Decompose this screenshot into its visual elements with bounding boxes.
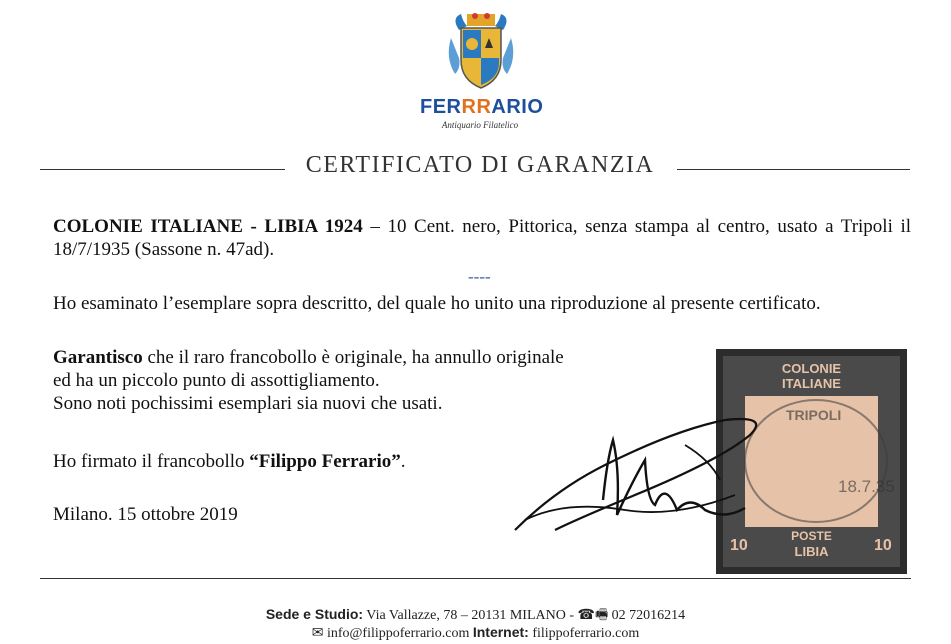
stamp-top-text-1: COLONIE <box>781 361 842 376</box>
brand-tagline: Antiquario Filatelico <box>441 120 519 130</box>
email-link[interactable]: info@filippoferrario.com <box>323 626 473 641</box>
footer-contacts: ✉ info@filippoferrario.com Internet: filippoferrario.com <box>311 624 640 641</box>
guarantee-statement: Garantisco che il raro francobollo è originale, ha annullo originale ed ha un piccolo punto di assottigliamento. Sono noti pochissimi esemplari sia nuovi che usati. <box>53 347 564 414</box>
stamp-description: COLONIE ITALIANE - LIBIA 1924 – 10 Cent. nero, Pittorica, senza stampa al centro, usato a Tripoli il 18/7/1935 (Sassone n. 47ad). <box>53 216 912 260</box>
ferrario-logo <box>420 8 544 132</box>
stamp-cancel-text: TRIPOLI <box>786 407 842 423</box>
title-rule-right <box>677 169 910 170</box>
examination-statement: Ho esaminato l’esemplare sopra descritto, del quale ho unito una riproduzione al presente certificato. <box>53 293 821 314</box>
title-rule-left <box>40 169 285 170</box>
stamp-image <box>716 349 907 574</box>
crest-icon <box>441 8 521 94</box>
footer-rule <box>40 578 911 579</box>
separator: ---- <box>468 267 491 286</box>
stamp-cancel-date: 18.7.35 <box>838 477 895 496</box>
footer-address: Sede e Studio: Via Vallazze, 78 – 20131 MILANO - ☎🖷 02 72016214 <box>265 606 686 623</box>
certificate-title: CERTIFICATO DI GARANZIA <box>305 152 655 178</box>
website-link[interactable]: filippoferrario.com <box>528 626 640 641</box>
brand-name: FERRRARIO <box>420 96 544 118</box>
stamp-bottom-text-1: POSTE <box>791 529 832 543</box>
mail-icon: ✉ <box>311 626 324 641</box>
stamp-value-right: 10 <box>874 537 892 554</box>
stamp-top-text-2: ITALIANE <box>782 376 841 391</box>
phone-icon: ☎🖷 <box>577 608 609 623</box>
stamp-value-left: 10 <box>730 537 748 554</box>
signed-statement: Ho firmato il francobollo “Filippo Ferrario”. <box>53 451 406 472</box>
place-date: Milano. 15 ottobre 2019 <box>53 504 238 525</box>
stamp-bottom-text-2: LIBIA <box>794 544 829 559</box>
